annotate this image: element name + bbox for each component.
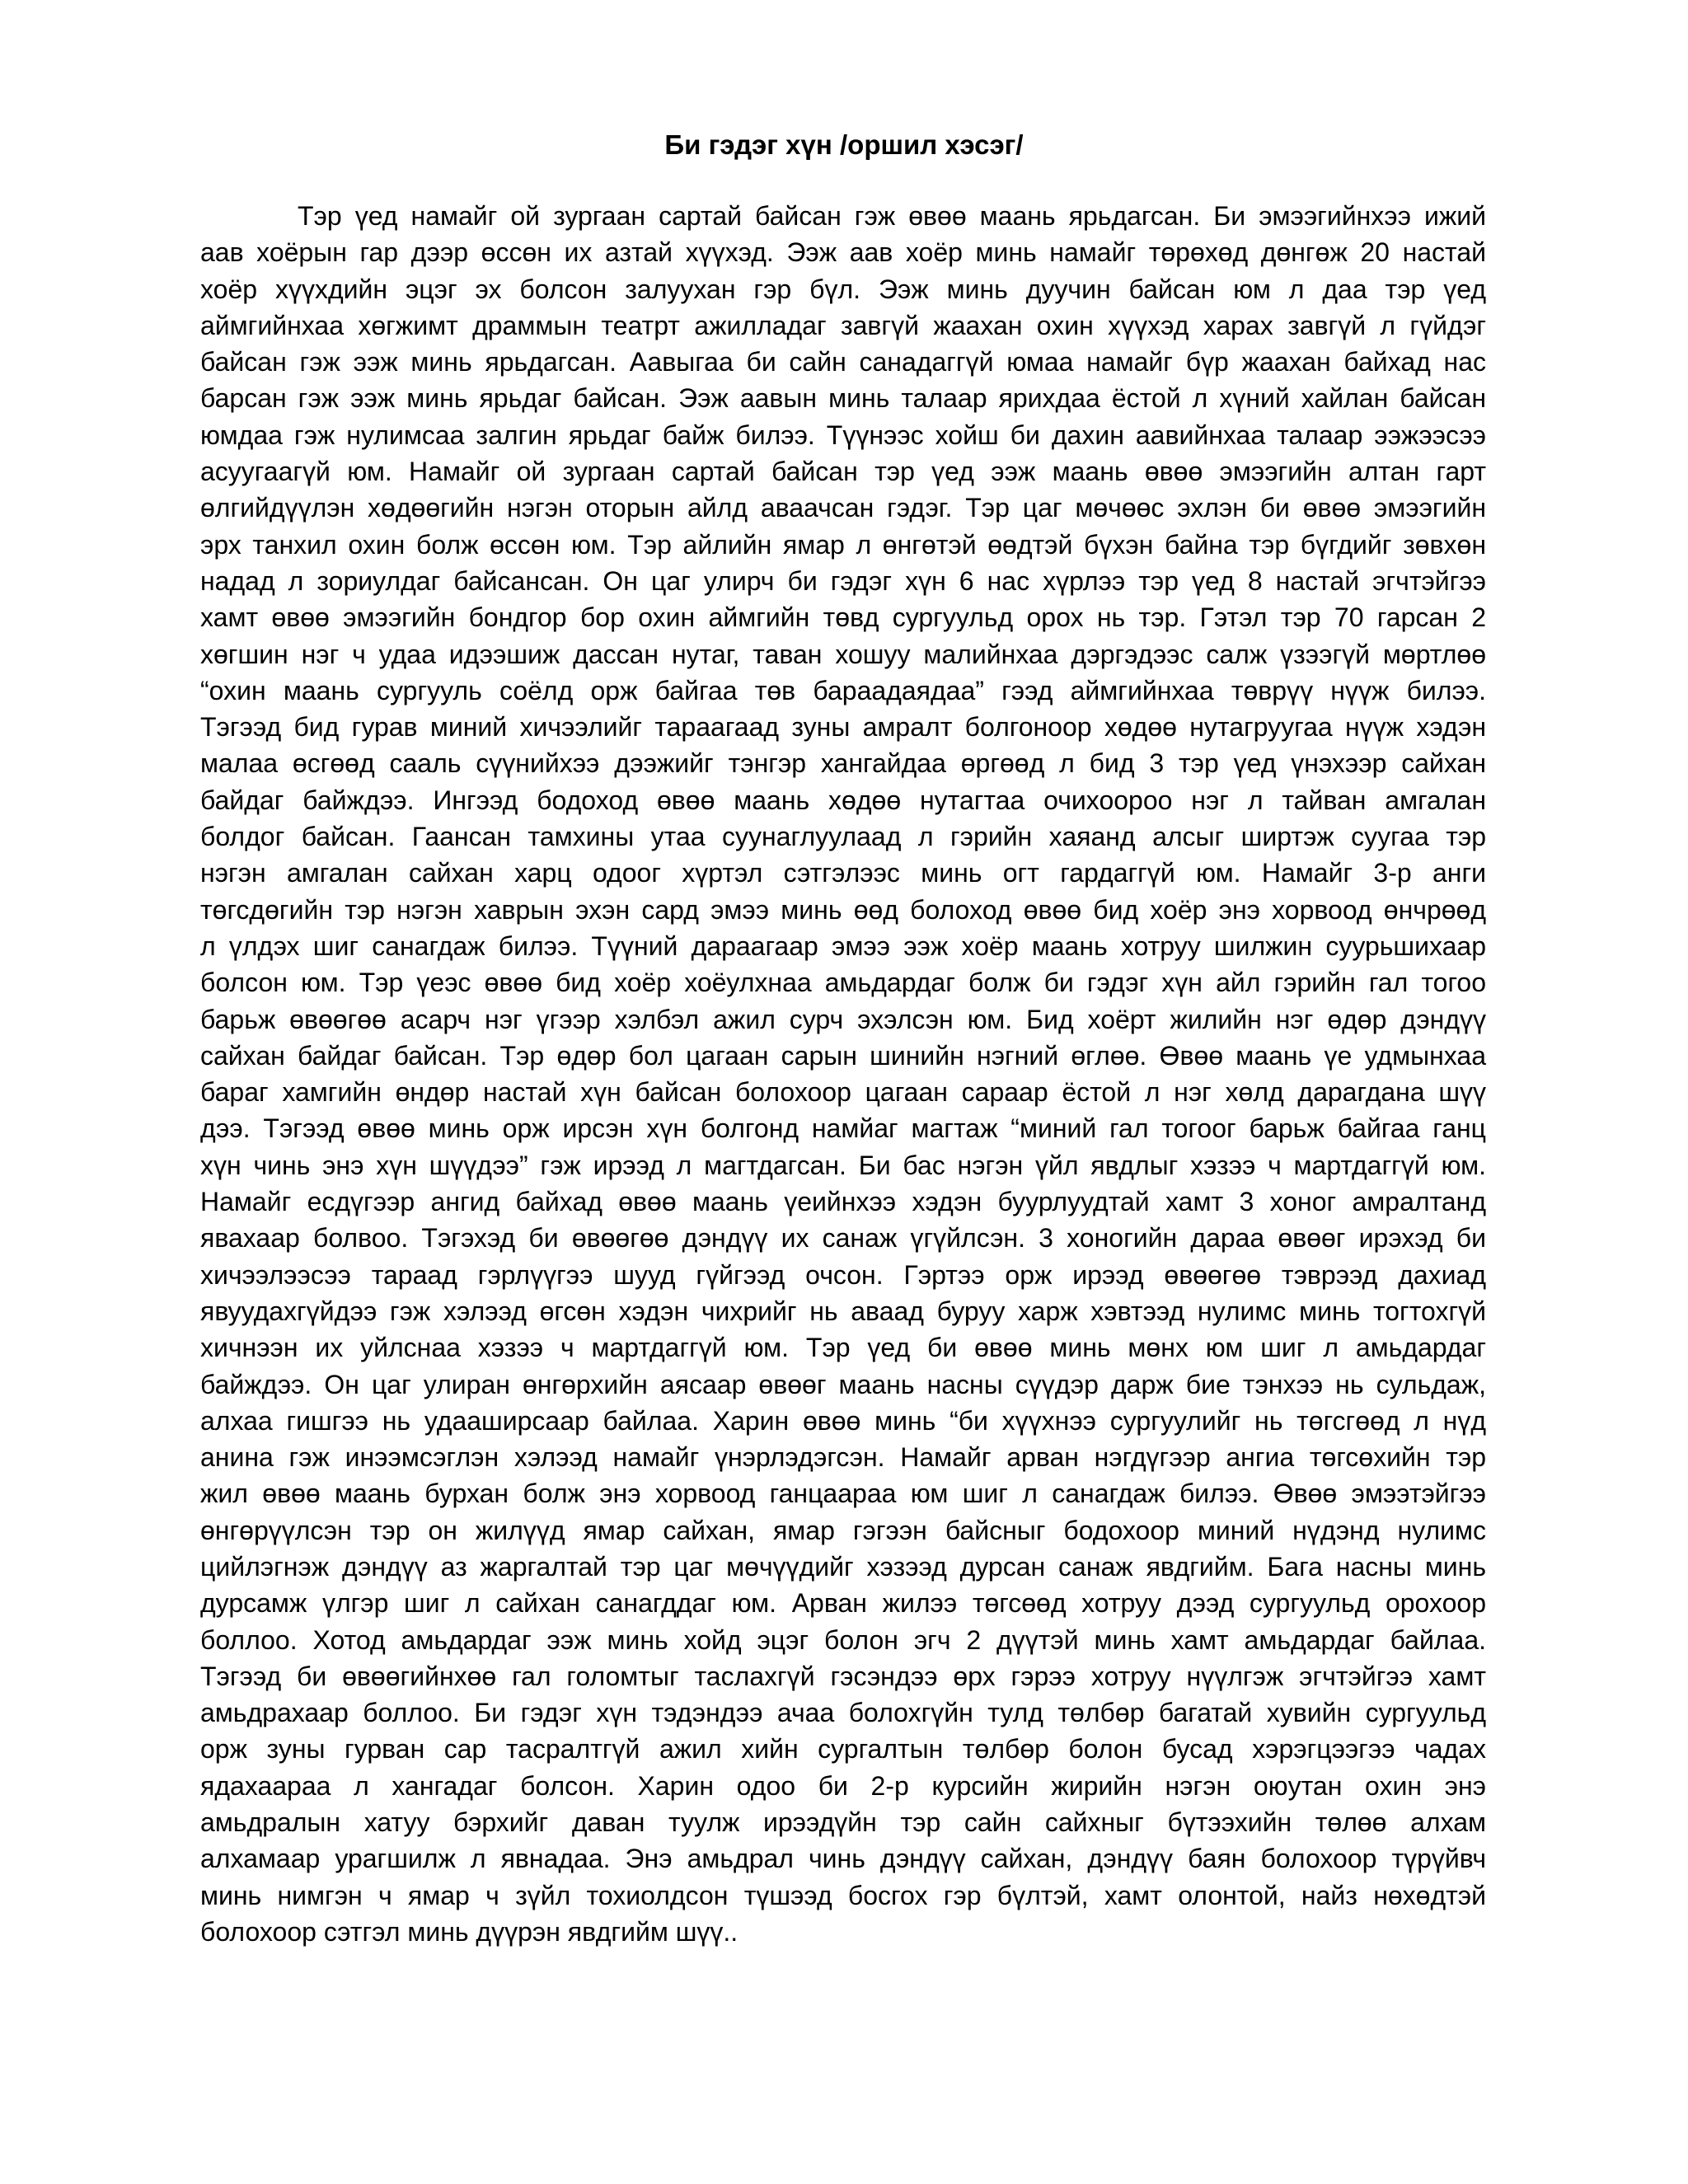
- paragraph-line: барсан гэж ээж минь ярьдаг байсан. Ээж аавын минь талаар ярихдаа ёстой л хүний хайлан байсан: [200, 383, 1486, 414]
- paragraph-line: Тэгээд бид гурав миний хичээлийг тараагаад зуны амралт болгоноор хөдөө нутагруугаа нүүж хэдэн: [200, 712, 1486, 743]
- paragraph-line: болсон юм. Тэр үеэс өвөө бид хоёр хоёулхнаа амьдардаг болж би гэдэг хүн айл гэрийн гал тогоо: [200, 968, 1486, 998]
- paragraph-line: жил өвөө маань бурхан болж энэ хорвоод ганцаараа юм шиг л санагдаж билээ. Өвөө эмээтэйгээ: [200, 1479, 1486, 1509]
- paragraph-line: явуудахгүйдээ гэж хэлээд өгсөн хэдэн чихрийг нь аваад буруу харж хэвтээд нулимс минь тогтохгүй: [200, 1296, 1486, 1326]
- paragraph-line: “охин маань сургууль соёлд орж байгаа төв бараадаядаа” гээд аймгийнхаа төврүү нүүж билээ.: [200, 675, 1486, 705]
- paragraph-line: хүн чинь энэ хүн шүүдээ” гэж ирээд л магтдагсан. Би бас нэгэн үйл явдлыг хэзээ ч мартдаггүй юм.: [200, 1150, 1486, 1180]
- paragraph-line: байждээ. Он цаг улиран өнгөрхийн аясаар өвөөг маань насны сүүдэр дарж бие тэнхээ нь сульдаж,: [200, 1369, 1486, 1399]
- paragraph-line: алхаа гишгээ нь удааширсаар байлаа. Харин өвөө минь “би хүүхнээ сургуулийг нь төгсгөөд л нүд: [200, 1405, 1486, 1436]
- paragraph-line: алхамаар урагшилж л явнадаа. Энэ амьдрал чинь дэндүү сайхан, дэндүү баян болохоор түрүйвч: [200, 1844, 1486, 1874]
- paragraph-line: нэгэн амгалан сайхан харц одоог хүртэл сэтгэлээс минь огт гардаггүй юм. Намайг 3-р анги: [200, 858, 1486, 888]
- paragraph-line: дурсамж үлгэр шиг л сайхан санагддаг юм. Арван жилээ төгсөөд хотруу дээд сургуульд орохоор: [200, 1588, 1486, 1619]
- paragraph-line: юмдаа гэж нулимсаа залгин ярьдаг байж билээ. Түүнээс хойш би дахин аавийнхаа талаар ээжээсээ: [200, 419, 1486, 450]
- paragraph-line: аймгийнхаа хөгжимт драммын театрт ажилладаг завгүй жаахан охин хүүхэд харах завгүй л гүйдэг: [200, 310, 1486, 340]
- paragraph-line: явахаар болвоо. Тэгэхэд би өвөөгөө дэндүү их санаж үгүйлсэн. 3 хоногийн дараа өвөөг ирэхэд би: [200, 1223, 1486, 1254]
- paragraph-line: надад л зориулдаг байсансан. Он цаг улирч би гэдэг хүн 6 нас хүрлээ тэр үед 8 настай эгчтэйгээ: [200, 565, 1486, 596]
- paragraph-line: асуугаагүй юм. Намайг ой зургаан сартай байсан тэр үед ээж маань өвөө эмээгийн алтан гарт: [200, 457, 1486, 487]
- paragraph-line: өлгийдүүлэн хөдөөгийн нэгэн оторын айлд аваачсан гэдэг. Тэр цаг мөчөөс эхлэн би өвөө эмээгийн: [200, 493, 1486, 523]
- paragraph-line: хичээлээсээ тараад гэрлүүгээ шууд гүйгээд очсон. Гэртээ орж ирээд өвөөгөө тэврээд дахиад: [200, 1259, 1486, 1290]
- paragraph-line: төгсдөгийн тэр нэгэн хаврын эхэн сард эмээ минь өөд болоход өвөө бид хоёр энэ хорвоод өнчрөөд: [200, 894, 1486, 925]
- paragraph-line: боллоо. Хотод амьдардаг ээж минь хойд эцэг болон эгч 2 дүүтэй минь хамт амьдардаг байлаа.: [200, 1624, 1486, 1655]
- paragraph-line: сайхан байдаг байсан. Тэр өдөр бол цагаан сарын шинийн нэгний өглөө. Өвөө маань үе удмынхаа: [200, 1040, 1486, 1071]
- paragraph-line: анина гэж инээмсэглэн хэлээд намайг үнэрлэдэгсэн. Намайг арван нэгдүгээр ангиа төгсөхийн тэр: [200, 1442, 1486, 1473]
- paragraph-line: малаа өсгөөд сааль сүүнийхээ дээжийг тэнгэр хангайдаа өргөөд л бид 3 тэр үед үнэхээр сайхан: [200, 748, 1486, 779]
- document-title: Би гэдэг хүн /оршил хэсэг/: [664, 129, 1024, 160]
- paragraph-line: л үлдэх шиг санагдаж билээ. Түүний дараагаар эмээ ээж хоёр маань хотруу шилжин суурьшихаар: [200, 930, 1486, 961]
- paragraph-line: минь нимгэн ч ямар ч зүйл тохиолдсон түшээд босгох гэр бүлтэй, хамт олонтой, найз нөхөдтэй: [200, 1880, 1486, 1910]
- paragraph-line: барьж өвөөгөө асарч нэг үгээр хэлбэл ажил сурч эхэлсэн юм. Бид хоёрт жилийн нэг өдөр дэндүү: [200, 1004, 1486, 1034]
- paragraph-line: амьдралын хатуу бэрхийг даван туулж ирээдүйн тэр сайн сайхныг бүтээхийн төлөө алхам: [200, 1807, 1486, 1838]
- paragraph-line: Тэгээд би өвөөгийнхөө гал голомтыг таслахгүй гэсэндээ өрх гэрээ хотруу нүүлгэж эгчтэйгээ хамт: [200, 1661, 1486, 1691]
- paragraph-line: Намайг есдүгээр ангид байхад өвөө маань үеийнхээ хэдэн буурлуудтай хамт 3 хоног амралтанд: [200, 1187, 1486, 1217]
- paragraph-line: болохоор сэтгэл минь дүүрэн явдгийм шүү..: [200, 1916, 738, 1947]
- paragraph-line: болдог байсан. Гаансан тамхины утаа суунаглуулаад л гэрийн хаяанд алсыг ширтэж суугаа тэр: [200, 822, 1486, 852]
- paragraph-line: аав хоёрын гар дээр өссөн их азтай хүүхэд. Ээж аав хоёр минь намайг төрөхөд дөнгөж 20 настай: [200, 237, 1486, 268]
- paragraph-line: эрх танхил охин болж өссөн юм. Тэр айлийн ямар л өнгөтэй өөдтэй бүхэн байна тэр бүгдийг зөвхөн: [200, 529, 1486, 560]
- paragraph-line: Тэр үед намайг ой зургаан сартай байсан гэж өвөө маань ярьдагсан. Би эмээгийнхээ ижий: [298, 201, 1486, 231]
- paragraph-line: хичнээн их уйлснаа хэзээ ч мартдаггүй юм. Тэр үед би өвөө минь мөнх юм шиг л амьдардаг: [200, 1333, 1486, 1363]
- paragraph-line: өнгөрүүлсэн тэр он жилүүд ямар сайхан, ямар гэгээн байсныг бодохоор миний нүдэнд нулимс: [200, 1515, 1486, 1545]
- document-body: [200, 198, 1486, 1950]
- paragraph-line: ядахаараа л хангадаг болсон. Харин одоо би 2-р курсийн жирийн нэгэн оюутан охин энэ: [200, 1770, 1486, 1801]
- paragraph-line: хоёр хүүхдийн эцэг эх болсон залуухан гэр бүл. Ээж минь дуучин байсан юм л даа тэр үед: [200, 274, 1486, 304]
- paragraph-line: орж зуны гурван сар тасралтгүй ажил хийн сургалтын төлбөр болон бусад хэрэгцээгээ чадах: [200, 1734, 1486, 1765]
- paragraph-line: хамт өвөө эмээгийн бондгор бор охин аймгийн төвд сургуульд орох нь тэр. Гэтэл тэр 70 гарсан 2: [200, 602, 1486, 633]
- paragraph-line: дээ. Тэгээд өвөө минь орж ирсэн хүн болгонд намйаг магтаж “миний гал тогоог барьж байгаа ганц: [200, 1113, 1486, 1144]
- paragraph-line: хөгшин нэг ч удаа идээшиж дассан нутаг, таван хошуу малийнхаа дэргэдээс салж үзээгүй мөртлөө: [200, 639, 1486, 669]
- paragraph-line: байдаг байждээ. Ингээд бодоход өвөө маань хөдөө нутагтаа очихоороо нэг л тайван амгалан: [200, 785, 1486, 815]
- paragraph-line: байсан гэж ээж минь ярьдагсан. Аавыгаа би сайн санадаггүй юмаа намайг бүр жаахан байхад нас: [200, 347, 1486, 377]
- paragraph-line: цийлэгнэж дэндүү аз жаргалтай тэр цаг мөчүүдийг хэзээд дурсан санаж явдгийм. Бага насны минь: [200, 1551, 1486, 1582]
- paragraph-line: бараг хамгийн өндөр настай хүн байсан болохоор цагаан сараар ёстой л нэг хөлд дарагдана шүү: [200, 1077, 1486, 1108]
- paragraph-line: амьдрахаар боллоо. Би гэдэг хүн тэдэндээ ачаа болохгүйн тулд төлбөр багатай хувийн сургуульд: [200, 1698, 1486, 1728]
